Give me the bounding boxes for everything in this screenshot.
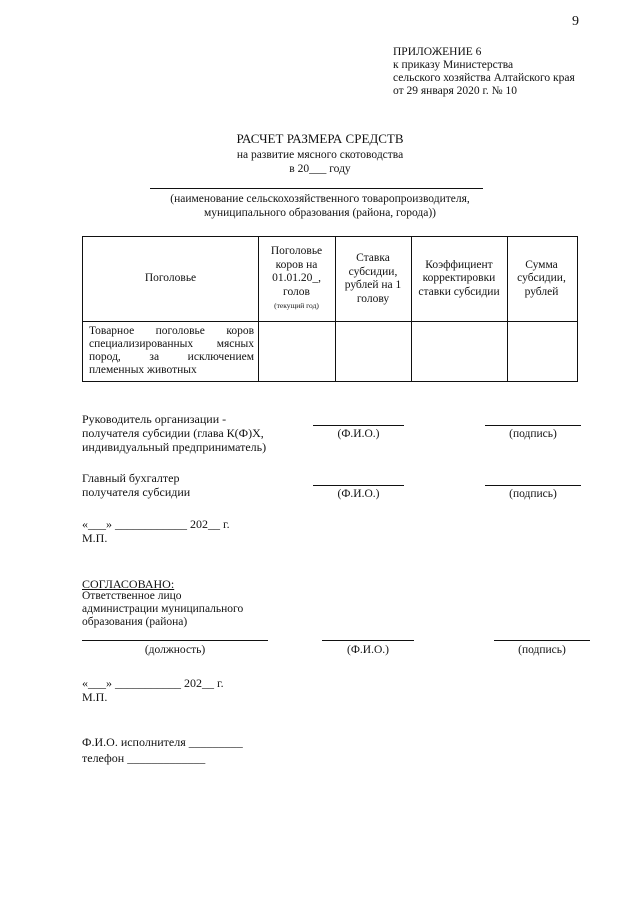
document-year: в 20___ году — [289, 163, 351, 175]
head-fio-caption: (Ф.И.О.) — [337, 428, 380, 440]
subsidy-table — [82, 236, 578, 382]
appendix-line: от 29 января 2020 г. № 10 — [393, 85, 518, 97]
executor-field: Ф.И.О. исполнителя _________ — [82, 735, 243, 749]
producer-name-line — [150, 188, 483, 189]
head-sign-caption: (подпись) — [509, 428, 557, 440]
position-line — [82, 640, 268, 641]
accountant-fio-line — [313, 485, 404, 486]
table-row-herd: Товарное поголовье коров специализированных мясных пород, за исключением племенных животных — [89, 325, 254, 376]
date-field: «___» ____________ 202__ г. — [82, 517, 230, 531]
head-fio-line — [313, 425, 404, 426]
appendix-line: к приказу Министерства — [393, 59, 514, 71]
header-herd: Поголовье — [144, 272, 197, 285]
header-subsidy-rate: Ставка субсидии, рублей на 1 голову — [344, 252, 402, 305]
accountant-sign-line — [485, 485, 581, 486]
date-field: «___» ___________ 202__ г. — [82, 676, 224, 690]
agreed-fio-line — [322, 640, 414, 641]
accountant-sign-caption: (подпись) — [509, 488, 557, 500]
head-org-label: Руководитель организации - получателя субсидии (глава К(Ф)Х, индивидуальный предприниматель) — [82, 412, 267, 454]
seal-mark: М.П. — [82, 531, 108, 545]
head-sign-line — [485, 425, 581, 426]
agreed-sign-caption: (подпись) — [518, 644, 566, 656]
document-title: РАСЧЕТ РАЗМЕРА СРЕДСТВ — [236, 131, 404, 146]
appendix-title: ПРИЛОЖЕНИЕ 6 — [393, 46, 482, 58]
seal-mark: М.П. — [82, 690, 108, 704]
appendix-line: сельского хозяйства Алтайского края — [393, 72, 575, 84]
agreed-fio-caption: (Ф.И.О.) — [347, 644, 389, 656]
agreed-label: Ответственное лицо администрации муниципального образования (района) — [82, 590, 244, 628]
header-cows-count: Поголовье коров на 01.01.20_, голов (текущий год) — [270, 245, 323, 311]
accountant-fio-caption: (Ф.И.О.) — [337, 488, 380, 500]
appendix-block — [393, 46, 633, 98]
agreed-title: СОГЛАСОВАНО: — [82, 577, 175, 591]
producer-caption: (наименование сельскохозяйственного товаропроизводителя, — [170, 193, 470, 205]
document-subtitle: на развитие мясного скотоводства — [236, 149, 404, 161]
page-number: 9 — [572, 14, 579, 29]
phone-field: телефон _____________ — [82, 751, 206, 765]
producer-caption: муниципального образования (района, города)) — [203, 207, 437, 219]
agreed-sign-line — [494, 640, 590, 641]
position-caption: (должность) — [144, 644, 206, 656]
chief-accountant-label: Главный бухгалтер получателя субсидии — [82, 471, 191, 499]
header-coefficient: Коэффициент корректировки ставки субсидии — [418, 258, 500, 298]
header-subsidy-sum: Сумма субсидии, рублей — [517, 258, 566, 298]
